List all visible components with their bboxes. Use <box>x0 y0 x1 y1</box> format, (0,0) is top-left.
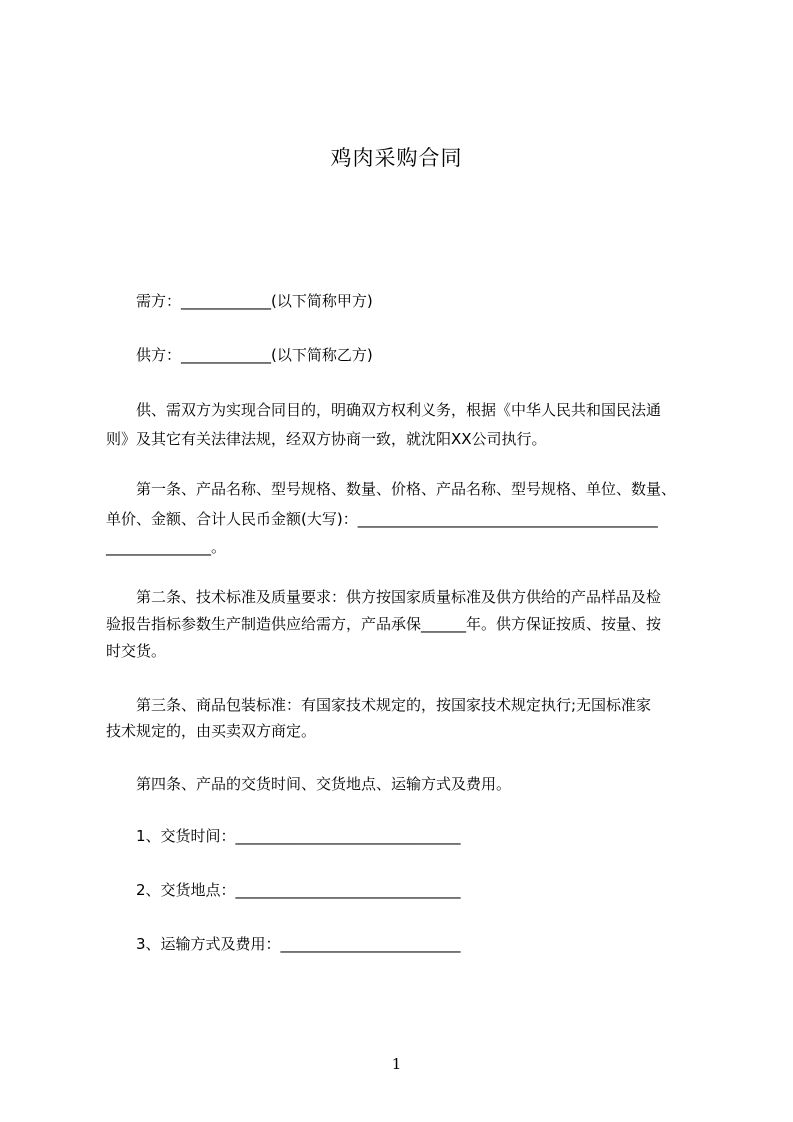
delivery-location-line: 2、交货地点：______________________________ <box>136 881 461 899</box>
article-2-line-3: 时交货。 <box>106 642 167 660</box>
delivery-time-line: 1、交货时间：______________________________ <box>136 827 461 845</box>
buyer-line: 需方：____________(以下简称甲方) <box>136 292 373 310</box>
supplier-line: 供方：____________(以下简称乙方) <box>136 346 373 364</box>
article-3-line-1: 第三条、商品包装标准：有国家技术规定的，按国家技术规定执行;无国标准家 <box>136 696 652 714</box>
page-number: 1 <box>391 1055 402 1073</box>
article-3-line-2: 技术规定的，由买卖双方商定。 <box>106 722 317 740</box>
preamble-line-1: 供、需双方为实现合同目的，明确双方权利义务，根据《中华人民共和国民法通 <box>136 401 662 419</box>
preamble-line-2: 则》及其它有关法律法规，经双方协商一致，就沈阳XX公司执行。 <box>106 430 547 448</box>
transport-method-line: 3、运输方式及费用：________________________ <box>136 935 461 953</box>
document-title: 鸡肉采购合同 <box>330 146 463 170</box>
article-2-line-1: 第二条、技术标准及质量要求：供方按国家质量标准及供方供给的产品样品及检 <box>136 588 662 606</box>
article-1-line-3: ______________。 <box>106 538 227 556</box>
article-2-line-2: 验报告指标参数生产制造供应给需方，产品承保______年。供方保证按质、按量、按 <box>106 615 662 633</box>
article-4-heading: 第四条、产品的交货时间、交货地点、运输方式及费用。 <box>136 775 512 793</box>
article-1-line-1: 第一条、产品名称、型号规格、数量、价格、产品名称、型号规格、单位、数量、 <box>136 480 677 498</box>
article-1-line-2: 单价、金额、合计人民币金额(大写)：________________________________________ <box>106 510 658 528</box>
